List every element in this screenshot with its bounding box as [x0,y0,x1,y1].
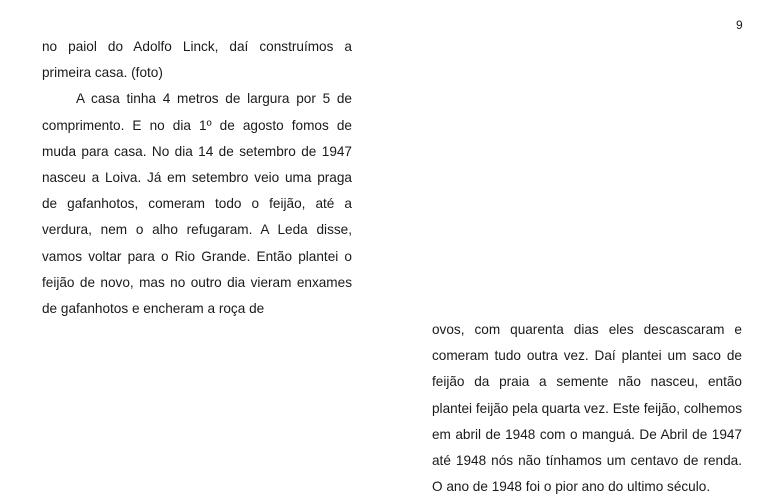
paragraph-harvest: ovos, com quarenta dias eles descascaram e comeram tudo outra vez. Daí plantei um saco de feijão da praia a semente não nasceu, então plantei feijão pela quarta vez. Este feijão, colhemos em abril de 1948 com o manguá. De Abril de 1947 até 1948 nós não tínhamos um centavo de renda. O ano de 1948 foi o pior ano do ultimo século. [432,322,742,495]
paragraph-continuation: no paiol do Adolfo Linck, daí construímos a primeira casa. (foto) [42,39,352,81]
right-text-column [432,317,742,500]
left-text-column [42,34,352,322]
page-number: 9 [736,18,743,32]
paragraph-house: A casa tinha 4 metros de largura por 5 de comprimento. E no dia 1º de agosto fomos de muda para casa. No dia 14 de setembro de 1947 nasceu a Loiva. Já em setembro veio uma praga de gafanhotos, comeram todo o feijão, até a verdura, nem o alho refugaram. A Leda disse, vamos voltar para o Rio Grande. Então plantei o feijão de novo, mas no outro dia vieram enxames de gafanhotos e encheram a roça de [42,91,352,317]
